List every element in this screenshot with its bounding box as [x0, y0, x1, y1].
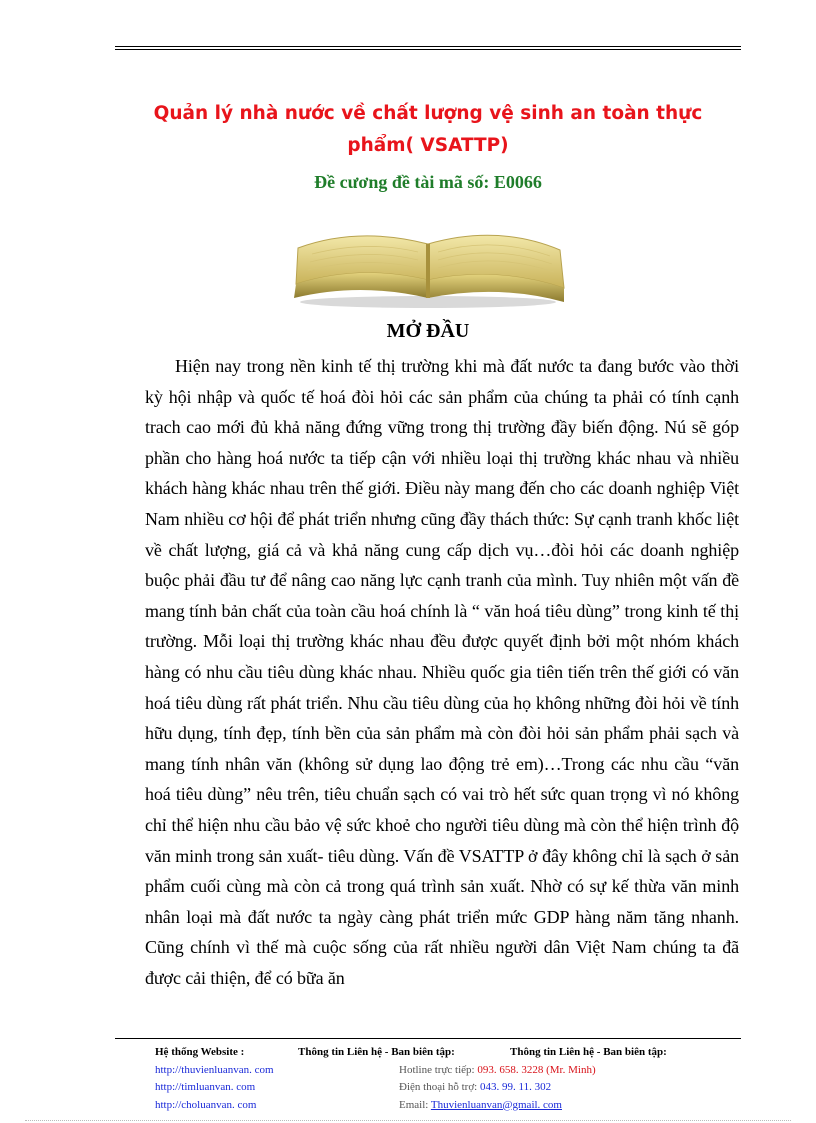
- footer-link[interactable]: http://thuvienluanvan. com: [155, 1063, 274, 1076]
- footer-rule: [115, 1038, 741, 1039]
- document-subtitle: Đề cương đề tài mã số: E0066: [314, 172, 542, 192]
- hotline-value: 093. 658. 3228 (Mr. Minh): [477, 1063, 596, 1076]
- footer-websites-heading: Hệ thống Website :: [155, 1046, 245, 1058]
- footer-websites: [155, 1044, 274, 1114]
- footer-editorial-heading: Thông tin Liên hệ - Ban biên tập:: [510, 1046, 667, 1058]
- footer-contact-heading: Thông tin Liên hệ - Ban biên tập:: [298, 1046, 455, 1058]
- section-heading: MỞ ĐẦU: [386, 320, 470, 342]
- header-rule: [115, 46, 741, 50]
- email-label: Email:: [399, 1098, 429, 1111]
- body-paragraph: Hiện nay trong nền kinh tế thị trường khi mà đất nước ta đang bước vào thời kỳ hội nhập và quốc tế hoá đòi hỏi các sản phẩm của chúng ta phải có tính cạnh trach cao mới đủ khả năng đứng vững trong thị trường đầy biến động. Nú sẽ góp phần cho hàng hoá nước ta tiếp cận với nhiều loại thị trường khác nhau và nhiều khách hàng khác nhau trên thế giới. Điều này mang đến cho các doanh nghiệp Việt Nam nhiều cơ hội để phát triển nhưng cũng đầy thách thức: Sự cạnh tranh khốc liệt về chất lượng, giá cả và khả năng cung cấp dịch vụ…đòi hỏi các doanh nghiệp buộc phải đầu tư để nâng cao năng lực cạnh tranh của mình. Tuy nhiên một vấn đề mang tính bản chất của toàn cầu hoá chính là “ văn hoá tiêu dùng” trong kinh tế thị trường. Mỗi loại thị trường khác nhau đều được quyết định bởi một nhóm khách hàng có nhu cầu tiêu dùng khác nhau. Nhiều quốc gia tiên tiến trên thế giới có văn hoá tiêu dùng rất phát triển. Nhu cầu tiêu dùng của họ không những đòi hỏi về tính hữu dụng, tính đẹp, tính bền của sản phẩm mà còn đòi hỏi sản phẩm phải sạch và mang tính nhân văn (không sử dụng lao động trẻ em)…Trong các nhu cầu “văn hoá tiêu dùng” nêu trên, tiêu chuẩn sạch có vai trò hết sức quan trọng vì nó không chỉ thể hiện nhu cầu bảo vệ sức khoẻ cho người tiêu dùng mà còn thể hiện trình độ văn minh trong sản xuất- tiêu dùng. Vấn đề VSATTP ở đây không chỉ là sạch ở sản phẩm cuối cùng mà còn cả trong quá trình sản xuất. Nhờ có sự kế thừa văn minh nhân loại mà đất nước ta ngày càng phát triển mức GDP hàng năm tăng nhanh. Cũng chính vì thế mà cuộc sống của rất nhiều người dân Việt Nam chúng ta đã được cải thiện, để có bữa ăn: [145, 356, 739, 988]
- footer-editorial: [510, 1044, 667, 1062]
- phone-label: Điện thoại hỗ trợ:: [399, 1081, 478, 1093]
- document-title: Quản lý nhà nước về chất lượng vệ sinh an toàn thực phẩm( VSATTP): [153, 103, 703, 156]
- email-link[interactable]: Thuvienluanvan@gmail. com: [430, 1098, 562, 1111]
- footer-link[interactable]: http://timluanvan. com: [155, 1081, 256, 1093]
- footer-contact: [298, 1044, 455, 1062]
- phone-value: 043. 99. 11. 302: [479, 1081, 552, 1093]
- page-bottom-divider: [25, 1120, 791, 1121]
- open-book-image: [288, 218, 568, 310]
- footer-link[interactable]: http://choluanvan. com: [155, 1098, 257, 1111]
- hotline-label: Hotline trực tiếp:: [399, 1063, 475, 1076]
- footer-contact-details: [399, 1062, 596, 1115]
